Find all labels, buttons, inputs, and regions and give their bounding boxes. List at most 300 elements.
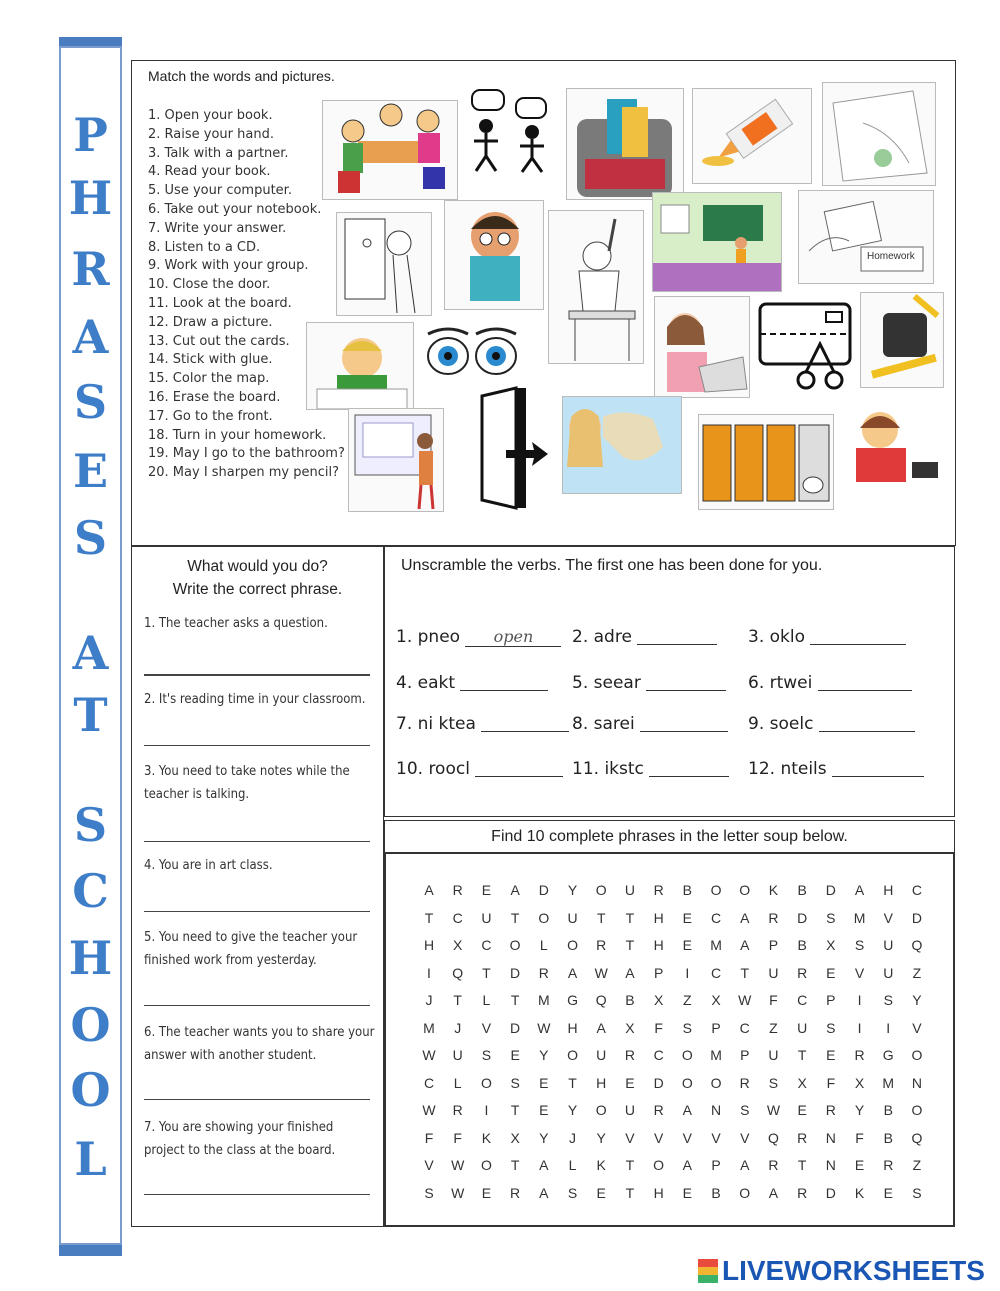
list-item: 19. May I go to the bathroom? <box>148 446 345 462</box>
answer-line[interactable] <box>144 1099 370 1100</box>
soup-letter[interactable]: Y <box>539 1129 549 1146</box>
answer-blank[interactable] <box>832 759 924 777</box>
soup-letter[interactable]: R <box>768 1157 779 1173</box>
soup-letter[interactable]: V <box>711 1129 721 1146</box>
glue-picture[interactable] <box>692 88 812 184</box>
banner-letter: A <box>72 626 109 680</box>
soup-letter[interactable]: O <box>911 1047 923 1063</box>
read-book-picture[interactable] <box>444 200 544 310</box>
soup-letter[interactable]: R <box>797 1129 808 1146</box>
soup-letter[interactable]: T <box>482 964 491 981</box>
go-to-front-picture[interactable] <box>652 192 782 292</box>
soup-letter[interactable]: R <box>739 1074 750 1091</box>
scrambled-word: 12. nteils <box>748 759 827 779</box>
soup-letter[interactable]: N <box>911 1074 923 1091</box>
soup-letter[interactable]: T <box>510 909 520 926</box>
soup-letter[interactable]: X <box>711 992 721 1008</box>
answer-line[interactable] <box>144 841 370 842</box>
soup-letter[interactable]: Q <box>595 992 607 1008</box>
soup-letter[interactable]: T <box>625 909 635 926</box>
soup-letter[interactable]: A <box>539 1157 549 1173</box>
soup-letter[interactable]: A <box>567 964 578 981</box>
soup-letter[interactable]: M <box>710 937 722 953</box>
answer-line[interactable] <box>144 911 370 912</box>
soup-letter[interactable]: A <box>596 1019 606 1036</box>
soup-letter[interactable]: W <box>451 1184 465 1201</box>
soup-letter[interactable]: C <box>423 1074 435 1091</box>
group-work-picture[interactable] <box>322 100 458 200</box>
answer-blank[interactable] <box>810 627 906 645</box>
answer-blank[interactable] <box>637 627 717 645</box>
list-item: 10. Close the door. <box>148 277 271 293</box>
soup-letter[interactable]: A <box>682 1102 692 1118</box>
question: 6. The teacher wants you to share your answer with another student. <box>144 1025 375 1063</box>
answer-blank[interactable] <box>481 714 569 732</box>
soup-letter[interactable]: I <box>886 1019 891 1036</box>
soup-letter[interactable]: T <box>453 992 462 1008</box>
soup-letter[interactable]: S <box>510 1074 520 1091</box>
soup-letter[interactable]: H <box>567 1019 578 1036</box>
soup-letter[interactable]: E <box>510 1047 520 1063</box>
soup-letter[interactable]: R <box>883 1157 894 1173</box>
soup-letter[interactable]: F <box>453 1129 462 1146</box>
banner-letter: L <box>74 1132 107 1186</box>
soup-letter[interactable]: H <box>883 882 894 898</box>
homework-picture[interactable] <box>798 190 934 284</box>
soup-letter[interactable]: V <box>854 964 865 981</box>
banner-letter: E <box>72 444 109 498</box>
banner-letter: H <box>68 931 113 985</box>
soup-letter[interactable]: O <box>710 882 722 898</box>
soup-letter[interactable]: D <box>538 882 549 898</box>
soup-letter[interactable]: O <box>739 1184 751 1201</box>
banner-letter: S <box>73 375 108 429</box>
soup-letter[interactable]: E <box>539 1102 549 1118</box>
soup-letter[interactable]: T <box>424 909 434 926</box>
soup-letter[interactable]: T <box>510 1102 520 1118</box>
word-search-title: Find 10 complete phrases in the letter soup below. <box>491 828 848 845</box>
what-would-you-do-title <box>131 555 384 601</box>
soup-letter[interactable]: T <box>596 909 606 926</box>
list-item: 8. Listen to a CD. <box>148 239 261 255</box>
soup-letter[interactable]: A <box>539 1184 549 1201</box>
soup-letter[interactable]: H <box>653 937 664 953</box>
soup-letter[interactable]: B <box>797 937 807 953</box>
soup-letter[interactable]: O <box>480 1157 492 1173</box>
answer-line[interactable] <box>144 745 370 746</box>
soup-letter[interactable]: H <box>423 937 435 953</box>
talk-partner-picture[interactable] <box>466 86 552 176</box>
soup-letter[interactable]: Y <box>567 1102 578 1118</box>
soup-letter[interactable]: U <box>624 882 635 898</box>
soup-letter[interactable]: N <box>825 1129 836 1146</box>
soup-letter[interactable]: C <box>797 992 808 1008</box>
soup-letter[interactable]: Q <box>452 964 464 981</box>
soup-letter[interactable]: V <box>653 1129 664 1146</box>
soup-letter[interactable]: R <box>825 1102 836 1118</box>
soup-row <box>419 910 927 926</box>
soup-letter[interactable]: O <box>567 937 578 953</box>
soup-letter[interactable]: X <box>854 1074 865 1091</box>
soup-letter[interactable]: A <box>625 964 635 981</box>
example-answer: open <box>465 627 561 647</box>
soup-letter[interactable]: R <box>624 1047 635 1063</box>
soup-letter[interactable]: Z <box>912 964 922 981</box>
soup-letter[interactable]: P <box>826 992 836 1008</box>
soup-letter[interactable]: R <box>653 882 664 898</box>
soup-letter[interactable]: C <box>710 964 722 981</box>
scrambled-word: 1. pneo <box>396 627 461 647</box>
soup-letter[interactable]: E <box>625 1074 635 1091</box>
soup-letter[interactable]: T <box>625 1184 635 1201</box>
soup-row <box>419 882 927 898</box>
soup-letter[interactable]: E <box>596 1184 606 1201</box>
soup-letter[interactable]: I <box>857 1019 862 1036</box>
soup-letter[interactable]: W <box>766 1102 781 1118</box>
soup-letter[interactable]: F <box>855 1129 864 1146</box>
list-item: 12. Draw a picture. <box>148 314 273 330</box>
answer-blank[interactable] <box>646 673 726 691</box>
scrambled-word: 3. oklo <box>748 627 805 647</box>
soup-letter[interactable]: T <box>797 1157 807 1173</box>
answer-blank[interactable] <box>819 714 915 732</box>
soup-letter[interactable]: M <box>882 1074 895 1091</box>
soup-letter[interactable]: A <box>740 1157 750 1173</box>
soup-letter[interactable]: G <box>567 992 578 1008</box>
soup-letter[interactable]: Z <box>912 1157 922 1173</box>
backpack-notebook-picture[interactable] <box>566 88 684 200</box>
soup-letter[interactable]: L <box>568 1157 577 1173</box>
matching-list <box>148 107 345 483</box>
soup-letter[interactable]: O <box>710 1074 722 1091</box>
answer-line[interactable] <box>144 1194 370 1195</box>
soup-letter[interactable]: D <box>825 1184 836 1201</box>
soup-letter[interactable]: F <box>424 1129 434 1146</box>
soup-letter[interactable]: T <box>510 1157 520 1173</box>
soup-letter[interactable]: S <box>481 1047 492 1063</box>
soup-letter[interactable]: R <box>768 909 779 926</box>
soup-letter[interactable]: C <box>481 937 492 953</box>
soup-letter[interactable]: V <box>481 1019 492 1036</box>
soup-letter[interactable]: V <box>912 1019 922 1036</box>
soup-letter[interactable]: O <box>595 1102 607 1118</box>
soup-letter[interactable]: V <box>883 909 893 926</box>
raise-hand-picture[interactable] <box>548 210 644 364</box>
listen-cd-picture[interactable] <box>842 400 944 492</box>
soup-letter[interactable]: U <box>624 1102 635 1118</box>
soup-letter[interactable]: C <box>452 909 463 926</box>
banner-letter: P <box>73 108 108 162</box>
close-door-picture[interactable] <box>476 386 556 510</box>
answer-blank[interactable] <box>818 673 912 691</box>
soup-letter[interactable]: X <box>653 992 664 1008</box>
cut-cards-picture[interactable] <box>756 300 856 396</box>
soup-letter[interactable]: S <box>854 937 865 953</box>
list-item: 5. Use your computer. <box>148 183 292 199</box>
soup-letter[interactable]: E <box>797 1102 807 1118</box>
soup-letter[interactable]: O <box>681 1047 693 1063</box>
soup-letter[interactable]: A <box>740 909 750 926</box>
soup-letter[interactable]: P <box>740 1047 750 1063</box>
scrambled-word: 5. seear <box>572 673 641 693</box>
soup-letter[interactable]: C <box>710 909 722 926</box>
soup-letter[interactable]: E <box>826 1047 836 1063</box>
soup-letter[interactable]: O <box>509 937 521 953</box>
soup-letter[interactable]: O <box>480 1074 492 1091</box>
soup-letter[interactable]: H <box>596 1074 607 1091</box>
soup-letter[interactable]: U <box>797 1019 808 1036</box>
soup-letter[interactable]: A <box>424 882 434 898</box>
soup-letter[interactable]: S <box>826 1019 836 1036</box>
soup-letter[interactable]: R <box>854 1047 865 1063</box>
unscramble-item <box>748 759 924 779</box>
soup-letter[interactable]: S <box>682 1019 692 1036</box>
soup-letter[interactable]: C <box>653 1047 664 1063</box>
soup-letter[interactable]: O <box>567 1047 578 1063</box>
soup-letter[interactable]: B <box>625 992 635 1008</box>
soup-letter[interactable]: E <box>539 1074 549 1091</box>
soup-letter[interactable]: B <box>883 1129 893 1146</box>
look-eyes-picture[interactable] <box>420 322 522 382</box>
soup-letter[interactable]: D <box>825 882 836 898</box>
draw-easel-picture[interactable] <box>336 212 432 316</box>
soup-letter[interactable]: F <box>654 1019 663 1036</box>
soup-letter[interactable]: D <box>653 1074 664 1091</box>
soup-letter[interactable]: W <box>594 964 608 981</box>
soup-letter[interactable]: U <box>567 909 578 926</box>
soup-letter[interactable]: O <box>739 882 751 898</box>
soup-letter[interactable]: A <box>682 1157 692 1173</box>
soup-letter[interactable]: J <box>454 1019 462 1036</box>
turn-page-picture[interactable] <box>822 82 936 186</box>
soup-letter[interactable]: T <box>625 937 635 953</box>
soup-letter[interactable]: R <box>452 1102 463 1118</box>
answer-blank[interactable] <box>460 673 548 691</box>
soup-letter[interactable]: U <box>452 1047 463 1063</box>
unscramble-item <box>396 714 569 734</box>
soup-letter[interactable]: R <box>596 937 607 953</box>
soup-letter[interactable]: K <box>854 1184 865 1201</box>
soup-letter[interactable]: Q <box>911 937 923 953</box>
soup-letter[interactable]: F <box>826 1074 836 1091</box>
soup-letter[interactable]: H <box>653 1184 664 1201</box>
look-board-picture[interactable] <box>348 408 444 512</box>
scrambled-word: 9. soelc <box>748 714 814 734</box>
soup-letter[interactable]: Z <box>769 1019 778 1036</box>
soup-letter[interactable]: Y <box>854 1102 865 1118</box>
soup-letter[interactable]: L <box>482 992 491 1008</box>
soup-letter[interactable]: T <box>510 992 520 1008</box>
soup-letter[interactable]: X <box>797 1074 807 1091</box>
soup-letter[interactable]: M <box>710 1047 722 1063</box>
soup-letter[interactable]: V <box>740 1129 750 1146</box>
soup-letter[interactable]: M <box>853 909 866 926</box>
soup-letter[interactable]: W <box>451 1157 465 1173</box>
soup-letter[interactable]: E <box>826 964 836 981</box>
soup-letter[interactable]: Y <box>539 1047 549 1063</box>
soup-letter[interactable]: S <box>740 1102 750 1118</box>
soup-letter[interactable]: V <box>424 1157 434 1173</box>
question: 1. The teacher asks a question. <box>144 616 328 631</box>
soup-letter[interactable]: R <box>510 1184 521 1201</box>
soup-letter[interactable]: U <box>768 964 779 981</box>
soup-letter[interactable]: D <box>911 909 923 926</box>
list-item: 11. Look at the board. <box>148 295 292 311</box>
soup-letter[interactable]: S <box>826 909 836 926</box>
soup-letter[interactable]: Q <box>767 1129 779 1146</box>
soup-letter[interactable]: P <box>711 1157 721 1173</box>
soup-letter[interactable]: K <box>596 1157 606 1173</box>
soup-letter[interactable]: V <box>682 1129 692 1146</box>
answer-line[interactable] <box>144 674 370 676</box>
soup-letter[interactable]: R <box>653 1102 664 1118</box>
soup-letter[interactable]: B <box>883 1102 893 1118</box>
soup-letter[interactable]: L <box>539 937 548 953</box>
soup-letter[interactable]: X <box>826 937 836 953</box>
soup-letter[interactable]: G <box>882 1047 894 1063</box>
soup-letter[interactable]: T <box>625 1157 635 1173</box>
soup-letter[interactable]: R <box>797 1184 808 1201</box>
color-map-picture[interactable] <box>562 396 682 494</box>
soup-letter[interactable]: X <box>510 1129 520 1146</box>
soup-letter[interactable]: D <box>510 964 521 981</box>
soup-letter[interactable]: P <box>711 1019 721 1036</box>
list-item: 2. Raise your hand. <box>148 126 274 142</box>
soup-letter[interactable]: S <box>567 1184 578 1201</box>
soup-letter[interactable]: S <box>768 1074 779 1091</box>
soup-letter[interactable]: S <box>883 992 893 1008</box>
soup-row <box>419 1157 927 1173</box>
scrambled-word: 7. ni ktea <box>396 714 476 734</box>
soup-letter[interactable]: E <box>682 1184 692 1201</box>
logo-icon <box>698 1259 718 1283</box>
soup-row <box>419 937 927 953</box>
soup-letter[interactable]: X <box>453 937 463 953</box>
soup-letter[interactable]: E <box>682 937 692 953</box>
soup-letter[interactable]: H <box>653 909 664 926</box>
soup-letter[interactable]: W <box>537 1019 551 1036</box>
unscramble-item <box>396 627 561 647</box>
use-computer-picture[interactable] <box>654 296 750 398</box>
soup-letter[interactable]: C <box>739 1019 750 1036</box>
soup-letter[interactable]: V <box>625 1129 635 1146</box>
soup-letter[interactable]: O <box>653 1157 665 1173</box>
soup-letter[interactable]: O <box>911 1102 923 1118</box>
soup-letter[interactable]: U <box>883 964 894 981</box>
soup-letter[interactable]: P <box>653 964 664 981</box>
soup-letter[interactable]: L <box>453 1074 462 1091</box>
soup-letter[interactable]: P <box>768 937 779 953</box>
title-line: What would you do? <box>187 558 328 575</box>
soup-letter[interactable]: U <box>596 1047 607 1063</box>
soup-letter[interactable]: I <box>484 1102 489 1118</box>
soup-letter[interactable]: E <box>481 1184 492 1201</box>
soup-letter[interactable]: T <box>740 964 750 981</box>
soup-letter[interactable]: A <box>740 937 750 953</box>
soup-letter[interactable]: T <box>797 1047 807 1063</box>
soup-letter[interactable]: U <box>883 937 894 953</box>
soup-letter[interactable]: I <box>685 964 690 981</box>
soup-letter[interactable]: N <box>710 1102 722 1118</box>
soup-letter[interactable]: U <box>481 909 492 926</box>
soup-letter[interactable]: R <box>797 964 808 981</box>
soup-letter[interactable]: Y <box>596 1129 606 1146</box>
answer-line[interactable] <box>144 1005 370 1006</box>
soup-letter[interactable]: Y <box>912 992 922 1008</box>
soup-letter[interactable]: I <box>427 964 431 981</box>
soup-letter[interactable]: S <box>912 1184 922 1201</box>
soup-letter[interactable]: O <box>538 909 550 926</box>
soup-letter[interactable]: E <box>883 1184 893 1201</box>
soup-letter[interactable]: N <box>825 1157 836 1173</box>
banner-letter: C <box>72 864 109 918</box>
soup-letter[interactable]: O <box>595 882 607 898</box>
soup-letter[interactable]: B <box>711 1184 721 1201</box>
soup-letter[interactable]: J <box>425 992 433 1008</box>
soup-letter[interactable]: M <box>423 1019 435 1036</box>
soup-letter[interactable]: M <box>537 992 550 1008</box>
soup-letter[interactable]: S <box>424 1184 434 1201</box>
soup-row <box>419 992 927 1008</box>
soup-letter[interactable]: W <box>422 1047 436 1063</box>
soup-letter[interactable]: Q <box>911 1129 923 1146</box>
soup-letter[interactable]: E <box>682 909 692 926</box>
soup-letter[interactable]: W <box>738 992 752 1008</box>
soup-row <box>419 1102 927 1118</box>
unscramble-item <box>748 714 915 734</box>
sharpen-pencil-picture[interactable] <box>860 292 944 388</box>
soup-letter[interactable]: A <box>768 1184 779 1201</box>
bathroom-picture[interactable] <box>698 414 834 510</box>
soup-letter[interactable]: T <box>568 1074 577 1091</box>
soup-letter[interactable]: C <box>911 882 923 898</box>
soup-letter[interactable]: E <box>481 882 492 898</box>
unscramble-item <box>572 714 728 734</box>
soup-letter[interactable]: Y <box>567 882 578 898</box>
soup-letter[interactable]: F <box>769 992 778 1008</box>
soup-letter[interactable]: O <box>681 1074 693 1091</box>
write-answer-picture[interactable] <box>306 322 414 410</box>
soup-letter[interactable]: U <box>768 1047 779 1063</box>
soup-letter[interactable]: W <box>422 1102 436 1118</box>
soup-letter[interactable]: B <box>797 882 807 898</box>
soup-letter[interactable]: K <box>768 882 779 898</box>
soup-row <box>419 1047 927 1063</box>
soup-letter[interactable]: K <box>481 1129 492 1146</box>
soup-letter[interactable]: D <box>797 909 808 926</box>
answer-blank[interactable] <box>640 714 728 732</box>
soup-row <box>419 1130 927 1146</box>
scrambled-word: 2. adre <box>572 627 632 647</box>
soup-letter[interactable]: D <box>510 1019 521 1036</box>
scrambled-word: 4. eakt <box>396 673 456 693</box>
soup-letter[interactable]: A <box>510 882 520 898</box>
homework-caption: Homework <box>867 251 915 262</box>
soup-letter[interactable]: Z <box>683 992 692 1008</box>
banner-letter: O <box>70 1063 111 1117</box>
soup-letter[interactable]: B <box>682 882 692 898</box>
soup-letter[interactable]: E <box>854 1157 865 1173</box>
answer-blank[interactable] <box>475 759 563 777</box>
banner-letter: T <box>73 688 108 742</box>
answer-blank[interactable] <box>649 759 729 777</box>
soup-letter[interactable]: A <box>854 882 865 898</box>
soup-letter[interactable]: R <box>452 882 463 898</box>
soup-letter[interactable]: I <box>857 992 862 1008</box>
soup-letter[interactable]: R <box>538 964 549 981</box>
soup-letter[interactable]: J <box>569 1129 577 1146</box>
soup-letter[interactable]: X <box>625 1019 635 1036</box>
